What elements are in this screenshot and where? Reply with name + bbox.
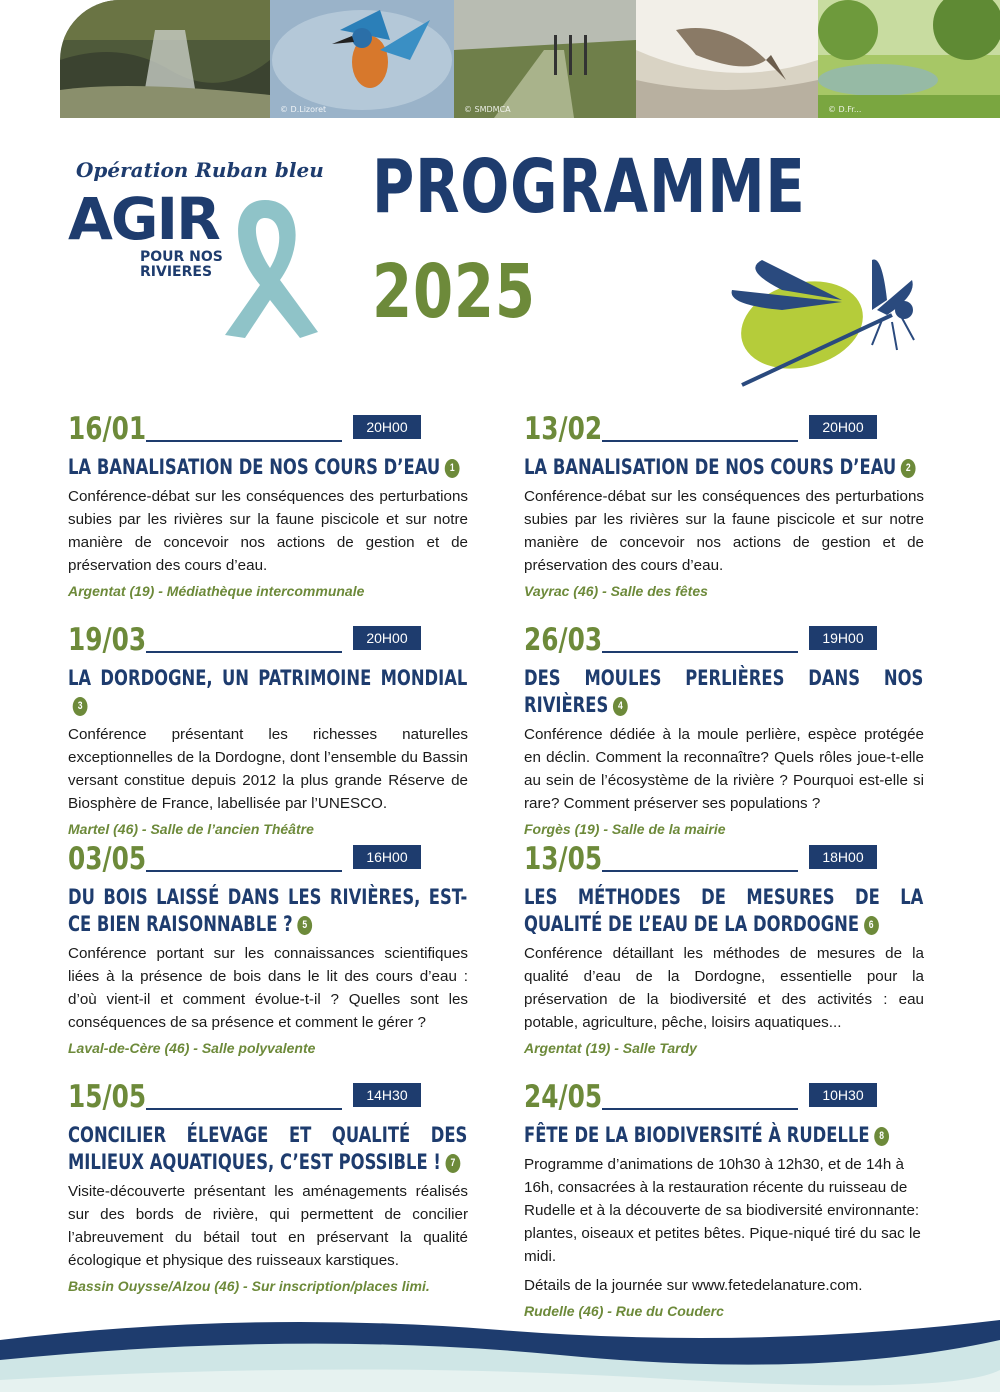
stream-image xyxy=(454,0,636,118)
event-description-link-line: Détails de la journée sur www.fetedelanature.com. xyxy=(524,1277,863,1294)
logo-subtitle xyxy=(140,250,260,279)
event-title-text: LA BANALISATION DE NOS COURS D’EAU xyxy=(68,455,441,479)
event-time-badge: 19H00 xyxy=(809,626,877,650)
event-description xyxy=(524,723,924,815)
event-description-paragraph: Conférence-débat sur les conséquences des perturbations subies par les rivières sur la faune piscicole et sur notre manière de concevoir nos actions de gestion et de préservation des cours d’eau. xyxy=(524,488,924,574)
event-time-badge: 20H00 xyxy=(353,626,421,650)
event-number-badge: 3 xyxy=(73,697,88,716)
logo-agir: AGIR xyxy=(68,185,219,253)
event-8 xyxy=(524,1079,924,1319)
event-location: Martel (46) - Salle de l’ancien Théâtre xyxy=(68,821,314,837)
event-description xyxy=(68,942,468,1034)
header-photo-strip xyxy=(60,0,1000,118)
event-header xyxy=(68,622,468,659)
page-year: 2025 xyxy=(372,249,536,335)
event-title xyxy=(68,1122,467,1176)
event-2 xyxy=(524,411,924,599)
event-number-badge: 2 xyxy=(901,459,916,478)
event-location: Rudelle (46) - Rue du Couderc xyxy=(524,1303,724,1319)
page-title: PROGRAMME xyxy=(372,144,806,230)
event-title-text: CONCILIER ÉLEVAGE ET QUALITÉ DES MILIEUX AQUATIQUES, C’EST POSSIBLE ! xyxy=(68,1123,468,1174)
event-divider xyxy=(602,440,798,442)
event-description-paragraph: Programme d’animations de 10h30 à 12h30, et de 14h à 16h, consacrées à la restauration récente du ruisseau de Rudelle et à la découverte de sa biodiversité environnante: plantes, oiseaux et petites bêtes. Pique-niqué tiré du sac le midi. xyxy=(524,1156,921,1265)
event-date: 19/03 xyxy=(68,622,147,658)
event-divider xyxy=(602,1108,798,1110)
photo-credit: © D.Fr... xyxy=(828,105,862,114)
event-description-paragraph: Conférence présentant les richesses naturelles exceptionnelles de la Dordogne, dont l’ensemble du Bassin versant constitue depuis 2012 la plus grande Réserve de Biosphère de France, labellisée par l’UNESCO. xyxy=(68,726,468,812)
event-3 xyxy=(68,622,468,837)
event-description-paragraph: Conférence-débat sur les conséquences des perturbations subies par les rivières sur la faune piscicole et sur notre manière de concevoir nos actions de gestion et de préservation des cours d’eau. xyxy=(68,488,468,574)
event-number-badge: 6 xyxy=(864,916,879,935)
operation-logo xyxy=(60,150,324,350)
event-divider xyxy=(146,870,342,872)
event-4 xyxy=(524,622,924,837)
event-number-badge: 5 xyxy=(297,916,312,935)
event-header xyxy=(524,622,924,659)
event-title-text: LA DORDOGNE, UN PATRIMOINE MONDIAL xyxy=(68,666,468,690)
event-time-badge: 20H00 xyxy=(809,415,877,439)
logo-tagline: Opération Ruban bleu xyxy=(76,158,324,182)
event-date: 13/05 xyxy=(524,841,603,877)
event-description xyxy=(68,485,468,577)
event-date: 26/03 xyxy=(524,622,603,658)
event-location: Vayrac (46) - Salle des fêtes xyxy=(524,583,708,599)
event-location: Argentat (19) - Médiathèque intercommunale xyxy=(68,583,365,599)
event-number-badge: 8 xyxy=(874,1127,889,1146)
event-description xyxy=(68,723,468,815)
event-time-badge: 10H30 xyxy=(809,1083,877,1107)
event-title xyxy=(68,454,467,481)
waterfall-image xyxy=(60,0,270,118)
footer-waves xyxy=(0,1300,1000,1392)
event-title-text: LA BANALISATION DE NOS COURS D’EAU xyxy=(524,455,897,479)
event-title xyxy=(524,454,923,481)
kingfisher-photo xyxy=(270,0,454,118)
event-description xyxy=(68,1180,468,1272)
event-header xyxy=(68,1079,468,1116)
photo-credit: © SMDMCA xyxy=(464,105,511,114)
event-title xyxy=(524,1122,923,1149)
event-header xyxy=(68,411,468,448)
event-time-badge: 18H00 xyxy=(809,845,877,869)
event-description xyxy=(524,485,924,577)
photo-credit: © D.Lizoret xyxy=(280,105,327,114)
event-location: Bassin Ouysse/Alzou (46) - Sur inscription/places limi. xyxy=(68,1278,430,1294)
event-description-paragraph: Conférence dédiée à la moule perlière, espèce protégée en déclin. Comment la reconnaître? Quels rôles joue-t-elle au sein de l’écosystème de la rivière ? Pourquoi est-elle si rare? Comment préserver ses populations ? xyxy=(524,726,924,812)
event-number-badge: 7 xyxy=(446,1154,461,1173)
event-description-paragraph: Visite-découverte présentant les aménagements réalisés sur des bords de rivière, qui permettent de concilier l’abreuvement du bétail tout en préservant la qualité écologique et physique des ruisseaux karstiques. xyxy=(68,1183,468,1269)
event-1 xyxy=(68,411,468,599)
event-divider xyxy=(146,651,342,653)
event-header xyxy=(68,841,468,878)
event-divider xyxy=(146,440,342,442)
event-time-badge: 16H00 xyxy=(353,845,421,869)
event-date: 03/05 xyxy=(68,841,147,877)
event-time-badge: 14H30 xyxy=(353,1083,421,1107)
logo-subtitle-line2: RIVIERES xyxy=(140,263,213,280)
salmon-photo xyxy=(636,0,818,118)
event-header xyxy=(524,841,924,878)
event-5 xyxy=(68,841,468,1056)
salmon-image xyxy=(636,0,818,118)
meadow-image xyxy=(818,0,1000,118)
event-description-paragraph: Conférence portant sur les connaissances scientifiques liées à la présence de bois dans le lit des cours d’eau : d’où vient-il et comment évolue-t-il ? Quelles sont les conséquences de sa présence et comment le gérer ? xyxy=(68,945,468,1031)
event-title-text: DES MOULES PERLIÈRES DANS NOS RIVIÈRES xyxy=(524,666,924,717)
dragonfly-icon xyxy=(722,240,922,400)
event-divider xyxy=(602,651,798,653)
event-title-text: FÊTE DE LA BIODIVERSITÉ À RUDELLE xyxy=(524,1123,870,1147)
kingfisher-image xyxy=(270,0,454,118)
event-date: 16/01 xyxy=(68,411,147,447)
event-7 xyxy=(68,1079,468,1294)
stream-photo xyxy=(454,0,636,118)
event-description xyxy=(524,942,924,1034)
event-time-badge: 20H00 xyxy=(353,415,421,439)
event-title xyxy=(68,884,467,938)
event-title xyxy=(524,665,923,719)
event-title-text: DU BOIS LAISSÉ DANS LES RIVIÈRES, EST-CE BIEN RAISONNABLE ? xyxy=(68,885,468,936)
event-date: 24/05 xyxy=(524,1079,603,1115)
event-number-badge: 4 xyxy=(613,697,628,716)
event-description xyxy=(524,1153,924,1297)
event-header xyxy=(524,1079,924,1116)
event-location: Argentat (19) - Salle Tardy xyxy=(524,1040,697,1056)
event-6 xyxy=(524,841,924,1056)
event-number-badge: 1 xyxy=(445,459,460,478)
event-title xyxy=(68,665,467,719)
event-header xyxy=(524,411,924,448)
event-title xyxy=(524,884,923,938)
meadow-photo xyxy=(818,0,1000,118)
event-description-paragraph: Conférence détaillant les méthodes de mesures de la qualité d’eau de la Dordogne, essentielle pour la préservation de la biodiversité et des activités : eau potable, agriculture, pêche, loisirs aquatiques... xyxy=(524,945,924,1031)
event-location: Laval-de-Cère (46) - Salle polyvalente xyxy=(68,1040,316,1056)
event-date: 15/05 xyxy=(68,1079,147,1115)
logo-subtitle-line1: POUR NOS xyxy=(140,249,223,265)
event-date: 13/02 xyxy=(524,411,603,447)
event-location: Forgès (19) - Salle de la mairie xyxy=(524,821,726,837)
waterfall-photo xyxy=(60,0,270,118)
event-title-text: LES MÉTHODES DE MESURES DE LA QUALITÉ DE L’EAU DE LA DORDOGNE xyxy=(524,885,924,936)
event-divider xyxy=(146,1108,342,1110)
event-divider xyxy=(602,870,798,872)
